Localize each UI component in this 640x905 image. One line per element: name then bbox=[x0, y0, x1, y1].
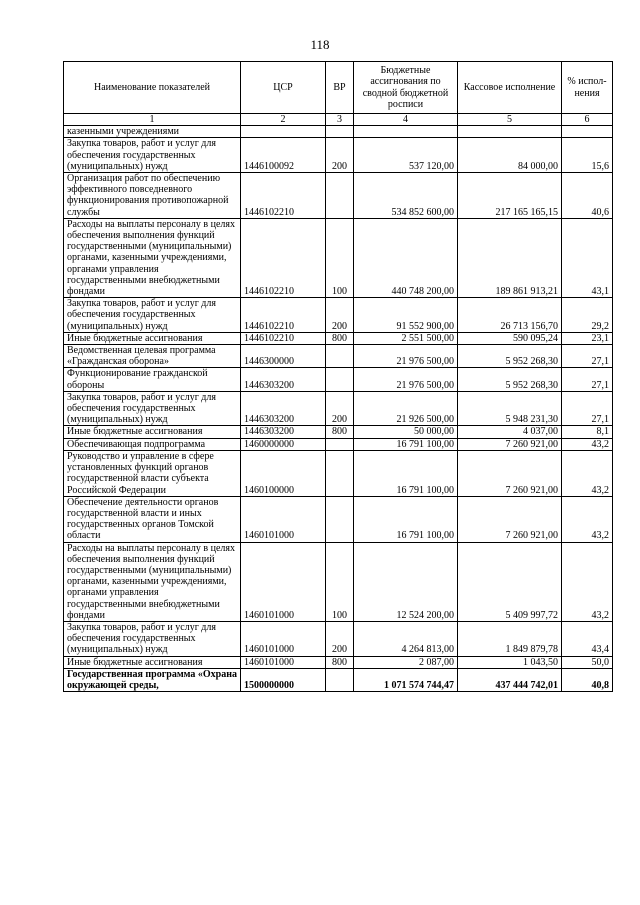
cell-csr: 1446303200 bbox=[241, 391, 326, 426]
table-row bbox=[64, 426, 613, 438]
cell-allocation: 440 748 200,00 bbox=[354, 218, 458, 297]
header-percent: % испол-нения bbox=[562, 62, 613, 114]
cell-execution: 437 444 742,01 bbox=[458, 668, 562, 691]
cell-csr: 1446102210 bbox=[241, 298, 326, 333]
table-row bbox=[64, 621, 613, 656]
cell-percent: 40,8 bbox=[562, 668, 613, 691]
cell-percent: 43,2 bbox=[562, 542, 613, 621]
header-allocations: Бюджетные ассигнования по сводной бюджетной росписи bbox=[354, 62, 458, 114]
cell-vr bbox=[326, 450, 354, 496]
cell-allocation: 2 551 500,00 bbox=[354, 332, 458, 344]
cell-name: казенными учреждениями bbox=[64, 126, 241, 138]
cell-vr: 800 bbox=[326, 332, 354, 344]
cell-csr: 1446102210 bbox=[241, 173, 326, 219]
cell-allocation: 537 120,00 bbox=[354, 138, 458, 173]
cell-execution: 189 861 913,21 bbox=[458, 218, 562, 297]
cell-vr bbox=[326, 126, 354, 138]
cell-allocation: 21 976 500,00 bbox=[354, 345, 458, 368]
cell-allocation: 91 552 900,00 bbox=[354, 298, 458, 333]
cell-name: Закупка товаров, работ и услуг для обеспечения государственных (муниципальных) нужд bbox=[64, 138, 241, 173]
cell-name: Иные бюджетные ассигнования bbox=[64, 332, 241, 344]
cell-name: Расходы на выплаты персоналу в целях обеспечения выполнения функций государственными (муниципальными) органами, казенными учреждениями, органами управления государственными внебюджетными фондами bbox=[64, 218, 241, 297]
cell-vr bbox=[326, 496, 354, 542]
cell-csr: 1446102210 bbox=[241, 332, 326, 344]
cell-vr: 100 bbox=[326, 218, 354, 297]
table-row bbox=[64, 138, 613, 173]
cell-percent: 50,0 bbox=[562, 656, 613, 668]
cell-execution: 26 713 156,70 bbox=[458, 298, 562, 333]
table-row bbox=[64, 542, 613, 621]
cell-execution: 4 037,00 bbox=[458, 426, 562, 438]
cell-name: Обеспечение деятельности органов государственной власти и иных государственных органов Томской области bbox=[64, 496, 241, 542]
cell-percent: 27,1 bbox=[562, 368, 613, 391]
cell-allocation: 16 791 100,00 bbox=[354, 450, 458, 496]
cell-allocation: 2 087,00 bbox=[354, 656, 458, 668]
table-row bbox=[64, 218, 613, 297]
cell-csr: 1446300000 bbox=[241, 345, 326, 368]
table-row bbox=[64, 668, 613, 691]
cell-vr: 100 bbox=[326, 542, 354, 621]
cell-csr: 1460101000 bbox=[241, 656, 326, 668]
cell-execution: 1 849 879,78 bbox=[458, 621, 562, 656]
cell-name: Закупка товаров, работ и услуг для обеспечения государственных (муниципальных) нужд bbox=[64, 391, 241, 426]
cell-allocation: 4 264 813,00 bbox=[354, 621, 458, 656]
cell-csr: 1460101000 bbox=[241, 621, 326, 656]
table-row bbox=[64, 438, 613, 450]
cell-csr: 1446303200 bbox=[241, 368, 326, 391]
cell-csr: 1460100000 bbox=[241, 450, 326, 496]
cell-csr bbox=[241, 126, 326, 138]
cell-allocation bbox=[354, 126, 458, 138]
cell-csr: 1446100092 bbox=[241, 138, 326, 173]
header-execution: Кассовое исполнение bbox=[458, 62, 562, 114]
cell-csr: 1446303200 bbox=[241, 426, 326, 438]
header-csr: ЦСР bbox=[241, 62, 326, 114]
cell-percent: 8,1 bbox=[562, 426, 613, 438]
cell-name: Расходы на выплаты персоналу в целях обеспечения выполнения функций государственными (муниципальными) органами, казенными учреждениями, органами управления государственными внебюджетными фондами bbox=[64, 542, 241, 621]
cell-vr bbox=[326, 173, 354, 219]
cell-percent: 15,6 bbox=[562, 138, 613, 173]
cell-csr: 1460000000 bbox=[241, 438, 326, 450]
cell-vr: 200 bbox=[326, 138, 354, 173]
table-row bbox=[64, 345, 613, 368]
cell-vr bbox=[326, 368, 354, 391]
cell-allocation: 534 852 600,00 bbox=[354, 173, 458, 219]
cell-vr: 800 bbox=[326, 426, 354, 438]
table-row bbox=[64, 298, 613, 333]
cell-name: Иные бюджетные ассигнования bbox=[64, 426, 241, 438]
cell-vr bbox=[326, 438, 354, 450]
cell-name: Закупка товаров, работ и услуг для обеспечения государственных (муниципальных) нужд bbox=[64, 621, 241, 656]
cell-percent: 29,2 bbox=[562, 298, 613, 333]
cell-vr: 200 bbox=[326, 391, 354, 426]
cell-vr bbox=[326, 345, 354, 368]
table-row bbox=[64, 450, 613, 496]
cell-execution: 7 260 921,00 bbox=[458, 438, 562, 450]
cell-percent: 27,1 bbox=[562, 391, 613, 426]
cell-execution: 7 260 921,00 bbox=[458, 496, 562, 542]
column-number: 4 bbox=[354, 114, 458, 126]
cell-percent: 40,6 bbox=[562, 173, 613, 219]
cell-allocation: 12 524 200,00 bbox=[354, 542, 458, 621]
cell-name: Обеспечивающая подпрограмма bbox=[64, 438, 241, 450]
cell-execution: 5 952 268,30 bbox=[458, 345, 562, 368]
cell-allocation: 16 791 100,00 bbox=[354, 496, 458, 542]
table-row bbox=[64, 656, 613, 668]
cell-percent: 23,1 bbox=[562, 332, 613, 344]
cell-execution bbox=[458, 126, 562, 138]
cell-percent: 27,1 bbox=[562, 345, 613, 368]
cell-allocation: 21 976 500,00 bbox=[354, 368, 458, 391]
column-number-row bbox=[64, 114, 613, 126]
cell-csr: 1460101000 bbox=[241, 542, 326, 621]
cell-name: Государственная программа «Охрана окружающей среды, bbox=[64, 668, 241, 691]
column-number: 1 bbox=[64, 114, 241, 126]
cell-name: Руководство и управление в сфере установленных функций органов государственной власти субъекта Российской Федерации bbox=[64, 450, 241, 496]
cell-percent bbox=[562, 126, 613, 138]
cell-allocation: 50 000,00 bbox=[354, 426, 458, 438]
cell-vr: 800 bbox=[326, 656, 354, 668]
cell-vr: 200 bbox=[326, 298, 354, 333]
column-number: 2 bbox=[241, 114, 326, 126]
cell-percent: 43,2 bbox=[562, 496, 613, 542]
table-row bbox=[64, 391, 613, 426]
cell-execution: 84 000,00 bbox=[458, 138, 562, 173]
cell-allocation: 1 071 574 744,47 bbox=[354, 668, 458, 691]
page-number: 118 bbox=[310, 37, 330, 52]
cell-vr: 200 bbox=[326, 621, 354, 656]
cell-execution: 590 095,24 bbox=[458, 332, 562, 344]
column-number: 5 bbox=[458, 114, 562, 126]
cell-allocation: 16 791 100,00 bbox=[354, 438, 458, 450]
cell-csr: 1460101000 bbox=[241, 496, 326, 542]
cell-name: Функционирование гражданской обороны bbox=[64, 368, 241, 391]
cell-execution: 5 948 231,30 bbox=[458, 391, 562, 426]
cell-execution: 217 165 165,15 bbox=[458, 173, 562, 219]
cell-execution: 1 043,50 bbox=[458, 656, 562, 668]
header-vr: ВР bbox=[326, 62, 354, 114]
cell-name: Закупка товаров, работ и услуг для обеспечения государственных (муниципальных) нужд bbox=[64, 298, 241, 333]
cell-execution: 5 409 997,72 bbox=[458, 542, 562, 621]
table-header-row bbox=[64, 62, 613, 114]
table-row bbox=[64, 126, 613, 138]
cell-execution: 7 260 921,00 bbox=[458, 450, 562, 496]
cell-allocation: 21 926 500,00 bbox=[354, 391, 458, 426]
cell-percent: 43,2 bbox=[562, 438, 613, 450]
cell-name: Организация работ по обеспечению эффективного повседневного функционирования противопожарной службы bbox=[64, 173, 241, 219]
table-row bbox=[64, 496, 613, 542]
cell-csr: 1500000000 bbox=[241, 668, 326, 691]
budget-execution-table bbox=[63, 61, 613, 692]
header-name: Наименование показателей bbox=[64, 62, 241, 114]
cell-percent: 43,4 bbox=[562, 621, 613, 656]
column-number: 3 bbox=[326, 114, 354, 126]
table-body bbox=[64, 126, 613, 692]
cell-vr bbox=[326, 668, 354, 691]
cell-percent: 43,2 bbox=[562, 450, 613, 496]
cell-csr: 1446102210 bbox=[241, 218, 326, 297]
cell-name: Иные бюджетные ассигнования bbox=[64, 656, 241, 668]
table-row bbox=[64, 173, 613, 219]
column-number: 6 bbox=[562, 114, 613, 126]
cell-execution: 5 952 268,30 bbox=[458, 368, 562, 391]
cell-percent: 43,1 bbox=[562, 218, 613, 297]
cell-name: Ведомственная целевая программа «Гражданская оборона» bbox=[64, 345, 241, 368]
table-row bbox=[64, 368, 613, 391]
table-row bbox=[64, 332, 613, 344]
